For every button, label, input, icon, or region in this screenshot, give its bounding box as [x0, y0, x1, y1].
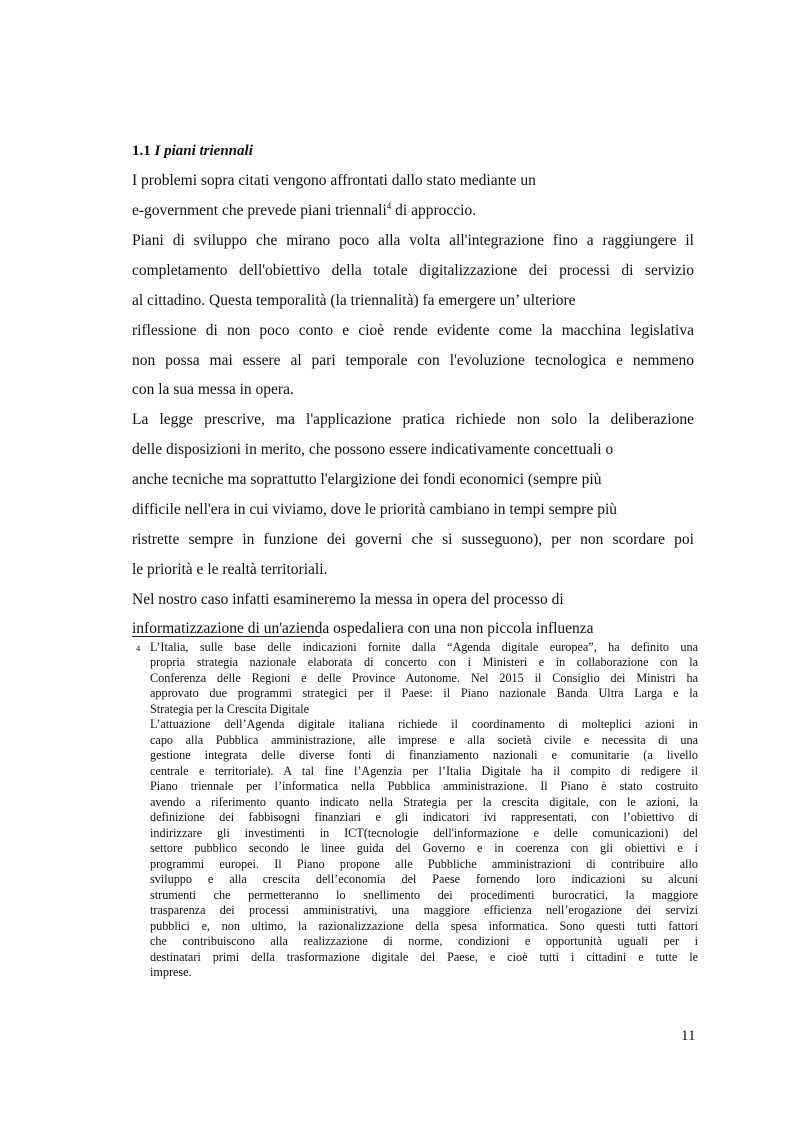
footnote-line: che contribuiscono alla realizzazione di norme, condizioni e opportunità uguali per i [150, 934, 698, 948]
body-text: e-government che prevede piani triennali [132, 202, 387, 219]
footnote-line: settore pubblico secondo le linee guida del Governo e in coerenza con gli obiettivi e i [150, 841, 698, 855]
footnote-line: propria strategia nazionale elaborata di concerto con i Ministeri e in collaborazione con la [150, 655, 698, 669]
footnote-line: avendo a riferimento quanto indicato nella Strategia per la crescita digitale, con le azioni, la [150, 795, 698, 809]
footnote-line: L’Italia, sulle base delle indicazioni fornite dalla “Agenda digitale europea”, ha definito una [150, 640, 698, 654]
footnote-line: imprese. [150, 965, 192, 979]
footnote-line: gestione integrata delle diverse fonti di finanziamento nazionali e comunitarie (a livello [150, 748, 698, 762]
footnote-line: Strategia per la Crescita Digitale [150, 702, 310, 716]
body-line: difficile nell'era in cui viviamo, dove le priorità cambiano in tempi sempre più [132, 501, 618, 518]
body-line [132, 201, 476, 221]
body-line: al cittadino. Questa temporalità (la triennalità) fa emergere un’ ulteriore [132, 292, 576, 309]
footnote-line: programmi europei. Il Piano propone alle Pubbliche amministrazioni di contribuire allo [150, 857, 698, 871]
body-line: con la sua messa in opera. [132, 381, 294, 398]
footnote-line: Piano triennale per l’informatica nella Pubblica amministrazione. Il Piano è stato costruito [150, 779, 698, 793]
footnote-separator [132, 636, 320, 637]
body-line: Piani di sviluppo che mirano poco alla volta all'integrazione fino a raggiungere il [132, 232, 694, 249]
footnote-line: indirizzare gli investimenti in ICT(tecnologie dell'informazione e delle comunicazioni) del [150, 826, 698, 840]
page-number: 11 [681, 1028, 696, 1044]
section-heading [132, 143, 253, 160]
body-line: ristrette sempre in funzione dei governi che si susseguono), per non scordare poi [132, 531, 694, 548]
footnote-marker: 4 [136, 643, 141, 653]
footnote-line: trasparenza dei processi amministrativi, una maggiore efficienza nell’erogazione dei servizi [150, 903, 698, 917]
footnote-line: Conferenza delle Regioni e delle Province Autonome. Nel 2015 il Consiglio dei Ministri ha [150, 671, 698, 685]
footnote-line: strumenti che permetteranno lo snellimento dei procedimenti burocratici, la maggiore [150, 888, 698, 902]
body-line: anche tecniche ma soprattutto l'elargizione dei fondi economici (sempre più [132, 471, 602, 488]
footnote-line: destinatari primi della trasformazione digitale del Paese, e cioè tutti i cittadini e tutte le [150, 950, 698, 964]
body-line: Nel nostro caso infatti esamineremo la messa in opera del processo di [132, 591, 564, 608]
body-line: informatizzazione di un'azienda ospedaliera con una non piccola influenza [132, 620, 594, 637]
body-line: completamento dell'obiettivo della totale digitalizzazione dei processi di servizio [132, 262, 694, 279]
footnote-reference[interactable]: 4 [386, 200, 392, 211]
body-line: delle disposizioni in merito, che possono essere indicativamente concettuali o [132, 441, 614, 458]
footnote-line: approvato due programmi strategici per il Paese: il Piano nazionale Banda Ultra Larga e la [150, 686, 698, 700]
section-title: I piani triennali [154, 143, 253, 159]
body-line: I problemi sopra citati vengono affrontati dallo stato mediante un [132, 172, 536, 189]
footnote-line: centrale e territoriale). A tal fine l’Agenzia per l’Italia Digitale ha il compito di redigere il [150, 764, 698, 778]
footnote-line: sviluppo e alla crescita dell’economia del Paese fornendo loro indicazioni su alcuni [150, 872, 698, 886]
footnote-line: definizione dei fabbisogni finanziari e gli indicatori ivi rappresentati, con l’obiettivo di [150, 810, 698, 824]
footnote-line: pubblici e, non ultimo, la razionalizzazione della spesa informatica. Sono questi tutti fattori [150, 919, 698, 933]
body-line: le priorità e le realtà territoriali. [132, 561, 328, 578]
section-number: 1.1 [132, 143, 151, 159]
body-line: La legge prescrive, ma l'applicazione pratica richiede non solo la deliberazione [132, 411, 694, 428]
footnote-line: L’attuazione dell’Agenda digitale italiana richiede il coordinamento di molteplici azioni in [150, 717, 698, 731]
body-line: riflessione di non poco conto e cioè rende evidente come la macchina legislativa [132, 322, 694, 339]
footnote-line: capo alla Pubblica amministrazione, alle imprese e alla società civile e necessita di una [150, 733, 698, 747]
body-text: di approccio. [391, 202, 477, 219]
body-line: non possa mai essere al pari temporale con l'evoluzione tecnologica e nemmeno [132, 352, 694, 369]
